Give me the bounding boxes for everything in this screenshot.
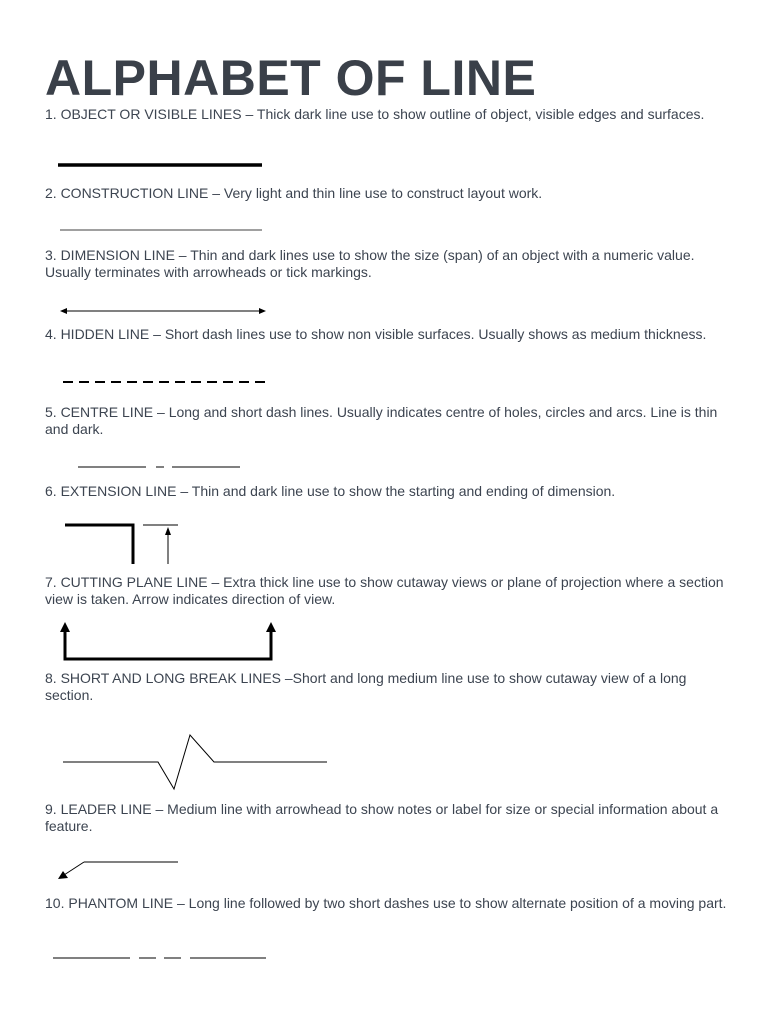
hidden-line-sample: [0, 372, 768, 392]
item-hidden-line-text: 4. HIDDEN LINE – Short dash lines use to show non visible surfaces. Usually shows as medium thickness.: [45, 326, 707, 342]
item-centre-line-text: 5. CENTRE LINE – Long and short dash lines. Usually indicates centre of holes, circles and arcs. Line is thin and dark.: [45, 404, 718, 437]
item-extension-line-text: 6. EXTENSION LINE – Thin and dark line use to show the starting and ending of dimension.: [45, 483, 616, 499]
cutting-plane-line-sample: [0, 618, 768, 668]
item-leader-line-text: 9. LEADER LINE – Medium line with arrowhead to show notes or label for size or special information about a feature.: [45, 801, 719, 834]
construction-line-sample: [0, 220, 768, 240]
item-object-line-text: 1. OBJECT OR VISIBLE LINES – Thick dark line use to show outline of object, visible edges and surfaces.: [45, 106, 705, 122]
item-construction-line-text: 2. CONSTRUCTION LINE – Very light and thin line use to construct layout work.: [45, 185, 543, 201]
break-line-sample: [0, 728, 768, 798]
object-line-sample: [0, 155, 768, 175]
item-break-line-text: 8. SHORT AND LONG BREAK LINES –Short and long medium line use to show cutaway view of a long section.: [45, 670, 687, 703]
page-title: ALPHABET OF LINE: [45, 50, 537, 106]
item-cutting-plane-line-text: 7. CUTTING PLANE LINE – Extra thick line use to show cutaway views or plane of projection where a section view is taken. Arrow indicates direction of view.: [45, 574, 724, 607]
item-dimension-line-text: 3. DIMENSION LINE – Thin and dark lines use to show the size (span) of an object with a numeric value. Usually terminates with arrowheads or tick markings.: [45, 247, 695, 280]
extension-line-sample: [0, 515, 768, 575]
dimension-line-sample: [0, 301, 768, 321]
phantom-line-sample: [0, 948, 768, 968]
centre-line-sample: [0, 457, 768, 477]
leader-line-sample: [0, 852, 768, 888]
item-phantom-line-text: 10. PHANTOM LINE – Long line followed by two short dashes use to show alternate position of a moving part.: [45, 895, 727, 911]
